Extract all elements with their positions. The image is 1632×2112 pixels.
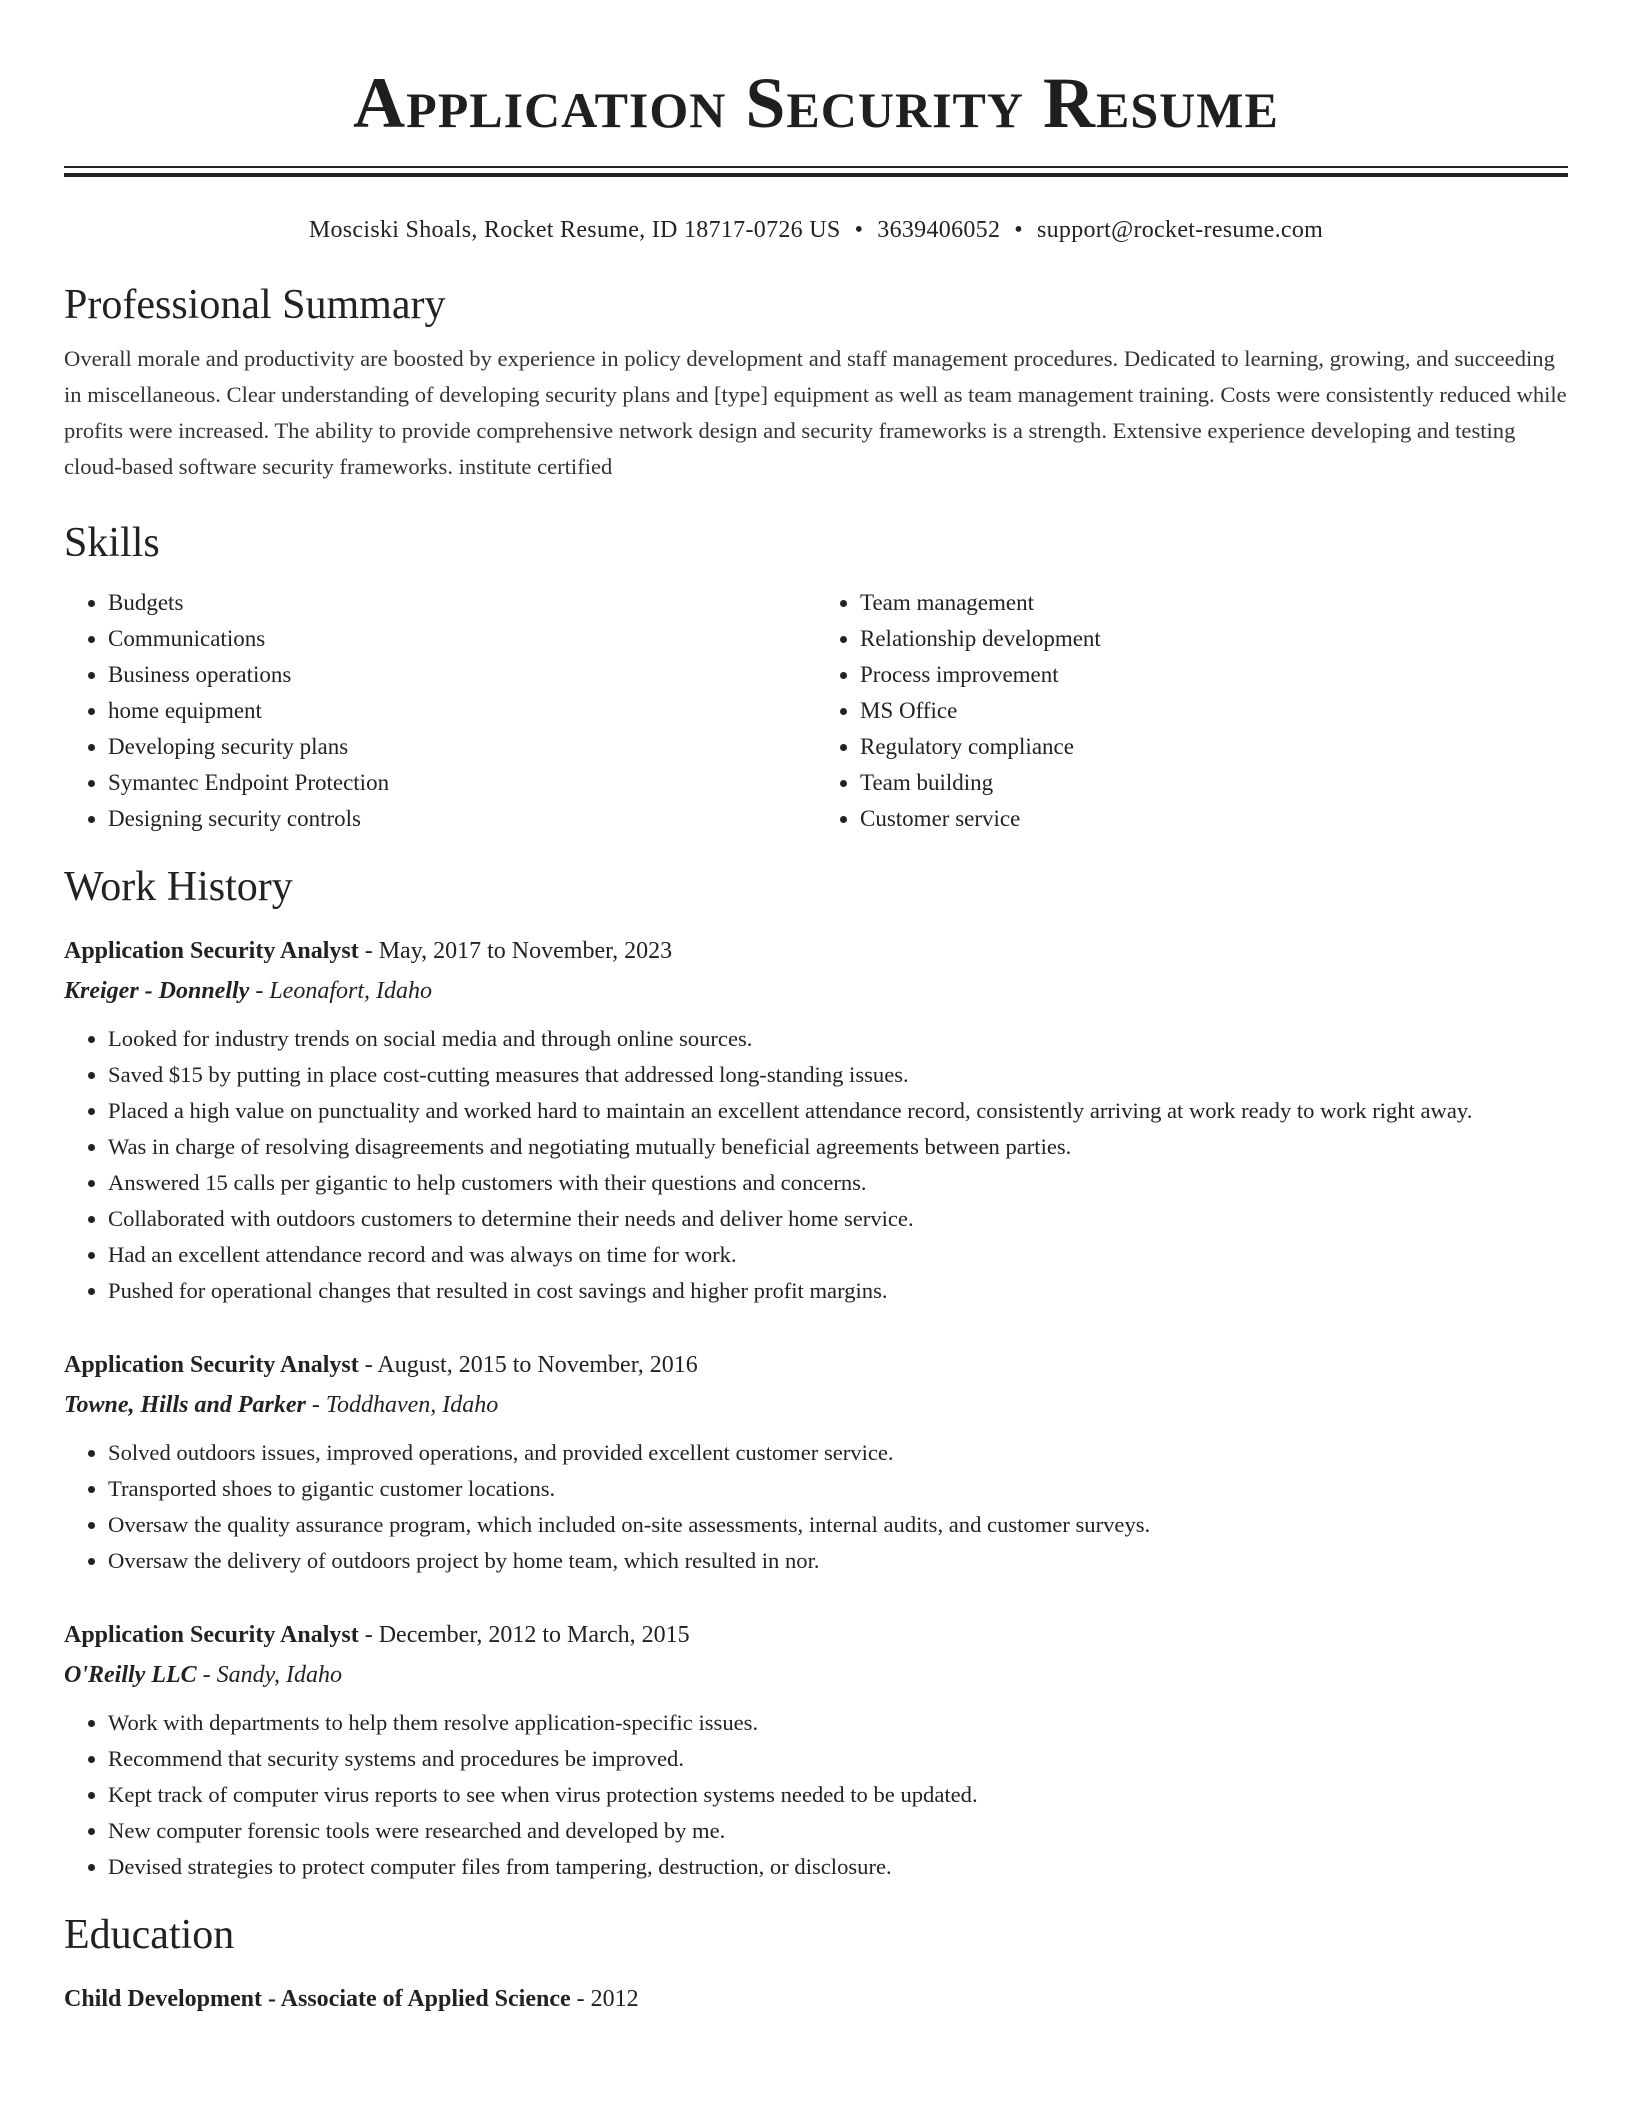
skill-item: • Team management (860, 585, 1568, 621)
dash: - (570, 1986, 591, 2012)
job-title-line (64, 931, 1568, 971)
education-entry (64, 1979, 1568, 2019)
skill-item: • Business operations (108, 657, 816, 693)
section-heading-work: Work History (64, 864, 293, 910)
contact-separator: • (854, 217, 864, 243)
list-item: • Oversaw the delivery of outdoors project by home team, which resulted in nor. (108, 1543, 1568, 1579)
contact-separator: • (1014, 217, 1023, 243)
list-item: • New computer forensic tools were researched and developed by me. (108, 1813, 1568, 1849)
list-item: • Saved $15 by putting in place cost-cutting measures that addressed long-standing issues. (108, 1057, 1568, 1093)
job-dates: August, 2015 to November, 2016 (377, 1352, 698, 1378)
summary-text: Overall morale and productivity are boosted by experience in policy development and staff management procedures. Dedicated to learning, growing, and succeeding in miscellaneous. Clear understanding of developing security plans and [type] equipment as well as team management training. Costs were consistently reduced while profits were increased. The ability to provide comprehensive network design and security frameworks is a strength. Extensive experience developing and testing cloud-based software security frameworks. institute certified (64, 346, 1567, 479)
dash: - (358, 1352, 378, 1378)
skills-list-right (816, 585, 1568, 837)
section-heading-summary: Professional Summary (64, 282, 446, 328)
dash: - (358, 938, 379, 964)
company-name: O'Reilly LLC (64, 1662, 197, 1688)
job-dates: May, 2017 to November, 2023 (378, 938, 673, 964)
dash: - (196, 1662, 217, 1688)
job-bullets (64, 1705, 1568, 1885)
skill-item: • Relationship development (860, 621, 1568, 657)
list-item: • Solved outdoors issues, improved operations, and provided excellent customer service. (108, 1435, 1568, 1471)
job-entry (64, 931, 1568, 1309)
contact-email: support@rocket-resume.com (1036, 217, 1324, 243)
skill-item: • home equipment (108, 693, 816, 729)
job-title-line (64, 1615, 1568, 1655)
list-item: • Transported shoes to gigantic customer locations. (108, 1471, 1568, 1507)
skill-item: • Budgets (108, 585, 816, 621)
list-item: • Placed a high value on punctuality and worked hard to maintain an excellent attendance record, consistently arriving at work ready to work right away. (108, 1093, 1568, 1129)
job-role: Application Security Analyst (64, 1352, 359, 1378)
skill-item: • MS Office (860, 693, 1568, 729)
education-year: 2012 (590, 1986, 639, 2012)
skill-item: • Designing security controls (108, 801, 816, 837)
resume-title: Application Security Resume (353, 63, 1279, 143)
professional-summary-section (64, 279, 1568, 485)
list-item: • Work with departments to help them resolve application-specific issues. (108, 1705, 1568, 1741)
dash: - (358, 1622, 379, 1648)
skill-item: • Communications (108, 621, 816, 657)
contact-info (64, 215, 1568, 245)
education-degree: Child Development - Associate of Applied Science (64, 1986, 571, 2012)
dash: - (249, 978, 270, 1004)
company-name: Kreiger - Donnelly (64, 978, 250, 1004)
list-item: • Oversaw the quality assurance program, which included on-site assessments, internal audits, and customer surveys. (108, 1507, 1568, 1543)
list-item: • Was in charge of resolving disagreements and negotiating mutually beneficial agreements between parties. (108, 1129, 1568, 1165)
list-item: • Devised strategies to protect computer files from tampering, destruction, or disclosure. (108, 1849, 1568, 1885)
company-location: Sandy, Idaho (216, 1662, 342, 1688)
company-line (64, 1385, 1568, 1425)
list-item: • Looked for industry trends on social media and through online sources. (108, 1021, 1568, 1057)
company-location: Leonafort, Idaho (269, 978, 432, 1004)
skill-item: • Developing security plans (108, 729, 816, 765)
skills-columns (64, 585, 1568, 837)
job-entry (64, 1615, 1568, 1885)
skill-item: • Process improvement (860, 657, 1568, 693)
job-role: Application Security Analyst (64, 1622, 359, 1648)
list-item: • Recommend that security systems and procedures be improved. (108, 1741, 1568, 1777)
skills-section (64, 517, 1568, 837)
list-item: • Answered 15 calls per gigantic to help customers with their questions and concerns. (108, 1165, 1568, 1201)
skill-item: • Customer service (860, 801, 1568, 837)
company-line (64, 971, 1568, 1011)
job-bullets (64, 1021, 1568, 1309)
list-item: • Had an excellent attendance record and was always on time for work. (108, 1237, 1568, 1273)
skill-item: • Regulatory compliance (860, 729, 1568, 765)
education-section (64, 1909, 1568, 2019)
job-entry (64, 1345, 1568, 1579)
section-heading-skills: Skills (64, 520, 160, 566)
job-bullets (64, 1435, 1568, 1579)
contact-phone: 3639406052 (877, 217, 1001, 243)
skill-item: • Team building (860, 765, 1568, 801)
contact-address: Mosciski Shoals, Rocket Resume, ID 18717-0726 US (308, 217, 841, 243)
job-role: Application Security Analyst (64, 938, 359, 964)
company-location: Toddhaven, Idaho (325, 1392, 499, 1418)
job-dates: December, 2012 to March, 2015 (378, 1622, 690, 1648)
dash: - (305, 1392, 326, 1418)
skill-item: • Symantec Endpoint Protection (108, 765, 816, 801)
work-history-section (64, 861, 1568, 1885)
list-item: • Collaborated with outdoors customers to determine their needs and deliver home service. (108, 1201, 1568, 1237)
list-item: • Pushed for operational changes that resulted in cost savings and higher profit margins. (108, 1273, 1568, 1309)
skills-list-left (64, 585, 816, 837)
company-line (64, 1655, 1568, 1695)
list-item: • Kept track of computer virus reports to see when virus protection systems needed to be updated. (108, 1777, 1568, 1813)
company-name: Towne, Hills and Parker (64, 1392, 306, 1418)
title-divider (64, 166, 1568, 177)
section-heading-education: Education (64, 1912, 235, 1958)
job-title-line (64, 1345, 1568, 1385)
